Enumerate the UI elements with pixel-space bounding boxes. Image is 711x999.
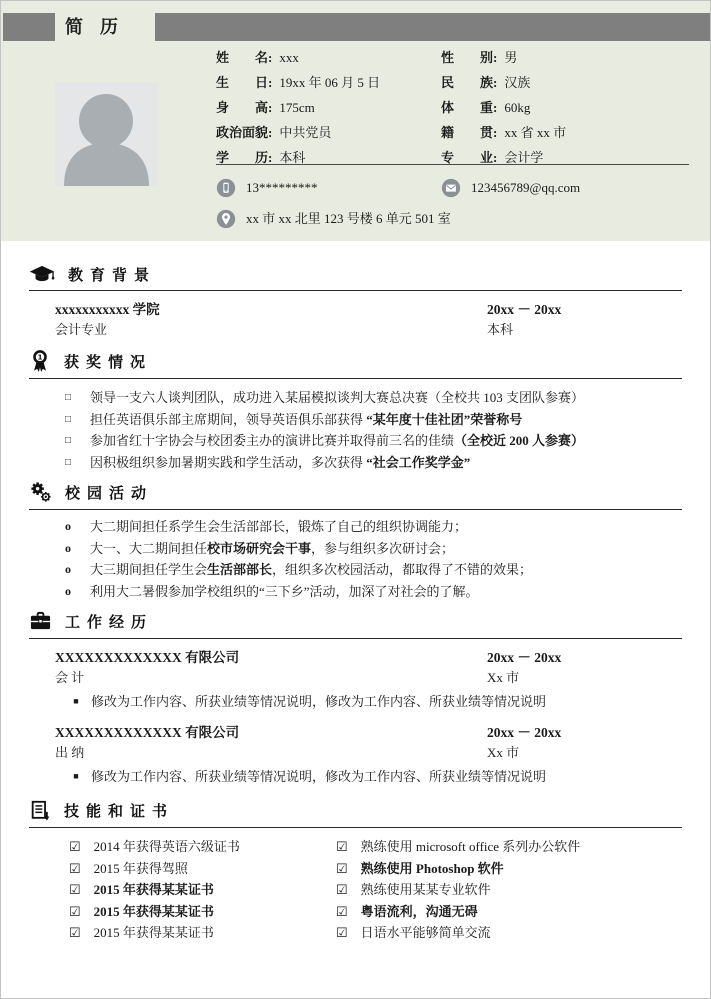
section-title: 工作经历 — [65, 615, 154, 631]
profile-info-grid — [216, 47, 694, 169]
campus-header — [29, 481, 682, 510]
list-item: ☑ 2015 年获得某某证书 — [29, 901, 296, 923]
square-bullet-icon: □ — [64, 413, 72, 425]
field-hometown: 籍贯: xx 省 xx 市 — [441, 122, 694, 144]
field-major: 专业: 会计学 — [441, 147, 694, 169]
medal-icon — [29, 349, 51, 373]
circle-bullet-icon: o — [65, 583, 71, 598]
awards-list — [29, 387, 682, 473]
svg-text:1: 1 — [37, 352, 43, 362]
field-height: 身高: 175cm — [216, 97, 441, 119]
list-item: ☑ 2015 年获得某某证书 — [29, 879, 296, 901]
circle-bullet-icon: o — [65, 562, 71, 576]
checked-checkbox-icon: ☑ — [69, 882, 81, 897]
photo-placeholder — [55, 83, 158, 186]
gears-icon — [29, 481, 52, 504]
email-icon — [441, 178, 461, 198]
work-entry — [29, 724, 682, 762]
checked-checkbox-icon: ☑ — [69, 839, 81, 854]
contact-email — [441, 174, 694, 201]
job-role: 出 纳 — [55, 745, 85, 760]
section-work — [29, 610, 682, 787]
field-value: 男 — [504, 50, 518, 65]
section-title: 获奖情况 — [64, 354, 153, 371]
field-value: 本科 — [279, 150, 306, 165]
title-bar-block — [3, 13, 55, 41]
awards-header — [29, 349, 682, 379]
education-dates: 20xx － 20xx — [487, 302, 562, 317]
job-description: ■ 修改为工作内容、所获业绩等情况说明，修改为工作内容、所获业绩等情况说明 — [29, 691, 682, 712]
skills-grid — [29, 836, 682, 944]
field-value: 19xx 年 06 月 5 日 — [279, 75, 381, 90]
field-value: 60kg — [504, 100, 531, 115]
checked-checkbox-icon: ☑ — [336, 839, 348, 854]
field-value: 汉族 — [504, 75, 531, 90]
company-name: XXXXXXXXXXXXX 有限公司 — [55, 650, 240, 665]
work-entry — [29, 649, 682, 687]
field-label: 专业 — [441, 150, 493, 165]
title-bar-rule — [155, 13, 710, 41]
section-title: 校园活动 — [65, 486, 154, 502]
checked-checkbox-icon: ☑ — [69, 925, 81, 940]
person-silhouette-icon — [55, 83, 158, 186]
list-item: o 大一、大二期间担任校市场研究会干事，参与组织多次研讨会； — [29, 538, 682, 560]
field-label: 民族 — [441, 75, 493, 90]
phone-value: 13********* — [246, 180, 318, 195]
field-label: 籍贯 — [441, 125, 493, 140]
list-item: □ 担任英语俱乐部主席期间，领导英语俱乐部获得 “某年度十佳社团”荣誉称号 — [29, 409, 682, 431]
list-item: □ 参加省红十字协会与校团委主办的演讲比赛并取得前三名的佳绩（全校近 200 人参赛） — [29, 430, 682, 452]
circle-bullet-icon: o — [65, 540, 71, 555]
field-label: 体重 — [441, 100, 493, 115]
field-value: 会计学 — [504, 150, 544, 165]
job-location: Xx 市 — [487, 670, 520, 685]
field-birthday: 生日: 19xx 年 06 月 5 日 — [216, 72, 441, 94]
education-entry — [29, 301, 682, 339]
field-ethnicity: 民族: 汉族 — [441, 72, 694, 94]
field-degree: 学历: 本科 — [216, 147, 441, 169]
field-political-status: 政治面貌: 中共党员 — [216, 122, 441, 144]
square-filled-bullet-icon: ■ — [73, 771, 79, 781]
section-skills — [29, 799, 682, 944]
education-header — [29, 263, 682, 291]
job-location: Xx 市 — [487, 745, 520, 760]
contact-phone — [216, 174, 441, 201]
square-bullet-icon: □ — [64, 392, 72, 403]
job-description: ■ 修改为工作内容、所获业绩等情况说明，修改为工作内容、所获业绩等情况说明 — [29, 766, 682, 787]
certificate-document-icon — [29, 799, 51, 822]
checked-checkbox-icon: ☑ — [69, 860, 81, 876]
field-label: 生日 — [216, 75, 268, 90]
list-item: ☑ 2015 年获得驾照 — [29, 858, 296, 880]
field-value: xxx — [279, 50, 299, 65]
page-title: 简历 — [65, 17, 135, 37]
square-bullet-icon: □ — [64, 456, 72, 468]
job-dates: 20xx － 20xx — [487, 650, 562, 665]
campus-list — [29, 516, 682, 602]
section-campus — [29, 481, 682, 602]
job-role: 会 计 — [55, 670, 85, 685]
location-pin-icon — [216, 209, 236, 229]
address-value: xx 市 xx 北里 123 号楼 6 单元 501 室 — [246, 211, 451, 226]
field-value: xx 省 xx 市 — [504, 125, 567, 140]
list-item: ☑ 粤语流利，沟通无碍 — [296, 901, 682, 923]
list-item: ☑ 日语水平能够简单交流 — [296, 922, 682, 944]
graduation-cap-icon — [29, 263, 55, 285]
skills-header — [29, 799, 682, 828]
section-awards — [29, 349, 682, 473]
degree-name: 本科 — [487, 322, 514, 337]
checked-checkbox-icon: ☑ — [336, 860, 348, 876]
title-bar — [1, 1, 710, 41]
phone-icon — [216, 178, 236, 198]
circle-bullet-icon: o — [65, 519, 71, 533]
field-value: 175cm — [279, 100, 315, 115]
list-item: ☑ 熟练使用 microsoft office 系列办公软件 — [296, 836, 682, 858]
field-label: 姓名 — [216, 50, 268, 65]
list-item: o 大二期间担任系学生会生活部部长，锻炼了自己的组织协调能力； — [29, 516, 682, 538]
field-label: 学历 — [216, 150, 268, 165]
checked-checkbox-icon: ☑ — [336, 925, 348, 940]
section-education — [29, 263, 682, 339]
major-name: 会计专业 — [55, 322, 108, 337]
skills-right-column — [296, 836, 682, 944]
list-item: ☑ 2015 年获得某某证书 — [29, 922, 296, 944]
field-label: 政治面貌 — [216, 125, 269, 140]
info-divider — [216, 164, 689, 165]
field-gender: 性别: 男 — [441, 47, 694, 69]
field-label: 性别 — [441, 50, 493, 65]
section-title: 教育背景 — [68, 267, 157, 284]
resume-body — [1, 263, 710, 944]
email-value: 123456789@qq.com — [471, 180, 581, 195]
checked-checkbox-icon: ☑ — [69, 903, 81, 919]
briefcase-icon — [29, 610, 52, 633]
field-label: 身高 — [216, 100, 268, 115]
square-bullet-icon: □ — [64, 435, 72, 446]
field-value: 中共党员 — [279, 125, 332, 140]
section-title: 技能和证书 — [64, 804, 175, 820]
checked-checkbox-icon: ☑ — [336, 882, 348, 897]
list-item: □ 因积极组织参加暑期实践和学生活动，多次获得 “社会工作奖学金” — [29, 452, 682, 474]
list-item: □ 领导一支六人谈判团队，成功进入某届模拟谈判大赛总决赛（全校共 103 支团队参赛） — [29, 387, 682, 409]
contact-block — [216, 174, 694, 232]
list-item: o 利用大二暑假参加学校组织的“三下乡”活动，加深了对社会的了解。 — [29, 581, 682, 603]
school-name: xxxxxxxxxxx 学院 — [55, 302, 160, 317]
checked-checkbox-icon: ☑ — [336, 903, 348, 919]
list-item: ☑ 熟练使用 Photoshop 软件 — [296, 858, 682, 880]
square-filled-bullet-icon: ■ — [73, 696, 79, 706]
list-item: o 大三期间担任学生会生活部部长，组织多次校园活动，都取得了不错的效果； — [29, 559, 682, 581]
list-item: ☑ 熟练使用某某专业软件 — [296, 879, 682, 901]
resume-header — [1, 1, 710, 241]
work-header — [29, 610, 682, 639]
field-weight: 体重: 60kg — [441, 97, 694, 119]
field-name: 姓名: xxx — [216, 47, 441, 69]
company-name: XXXXXXXXXXXXX 有限公司 — [55, 725, 240, 740]
skills-left-column — [29, 836, 296, 944]
contact-address — [216, 205, 694, 232]
job-dates: 20xx － 20xx — [487, 725, 562, 740]
list-item: ☑ 2014 年获得英语六级证书 — [29, 836, 296, 858]
